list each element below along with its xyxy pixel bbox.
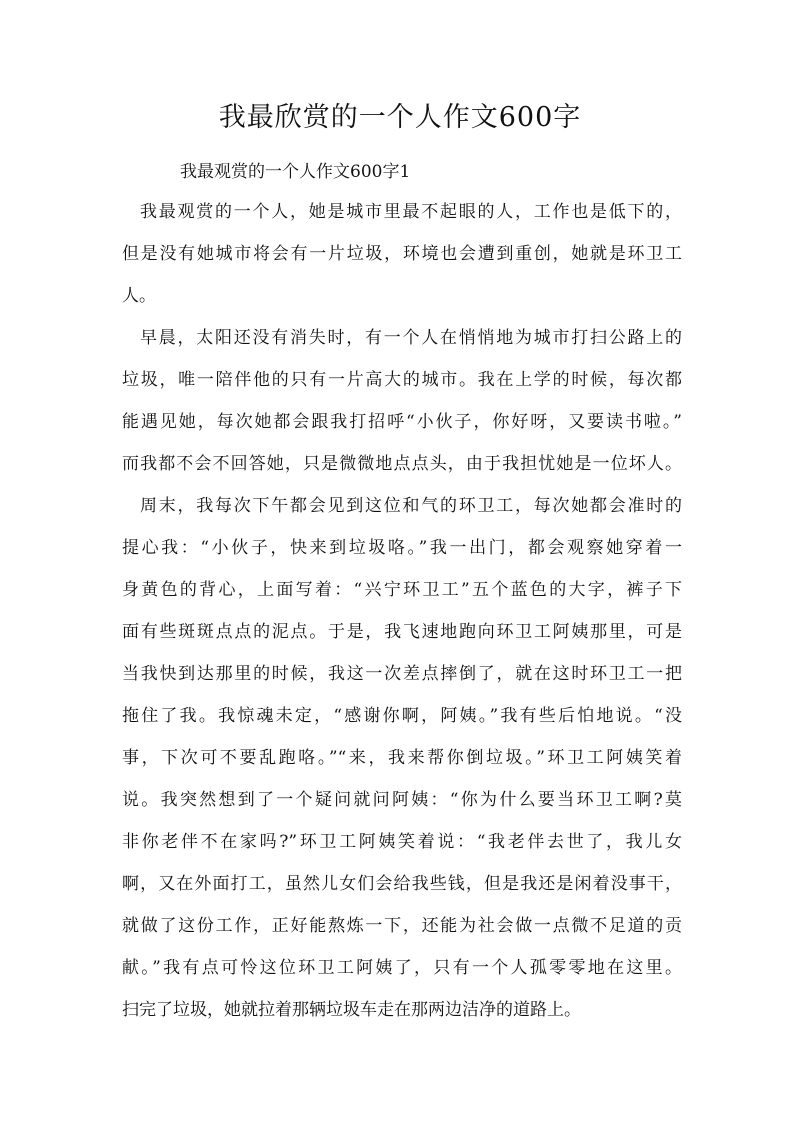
- paragraph-3-line-4: 面有些斑斑点点的泥点。于是，我飞速地跑向环卫工阿姨那里，可是: [122, 622, 682, 642]
- paragraph-2-line-4: 而我都不会不回答她，只是微微地点点头，由于我担忧她是一位坏人。: [122, 454, 682, 474]
- paragraph-3-line-13: 扫完了垃圾，她就拉着那辆垃圾车走在那两边洁净的道路上。: [122, 1000, 581, 1020]
- paragraph-3-line-11: 就做了这份工作，正好能熬炼一下，还能为社会做一点微不足道的贡: [122, 916, 682, 936]
- paragraph-3-line-1: 周末，我每次下午都会见到这位和气的环卫工，每次她都会准时的: [140, 496, 682, 516]
- paragraph-3-line-3: 身黄色的背心，上面写着：“兴宁环卫工”五个蓝色的大字，裤子下: [122, 580, 682, 600]
- paragraph-3-line-8: 说。我突然想到了一个疑问就问阿姨：“你为什么要当环卫工啊?莫: [122, 790, 682, 810]
- paragraph-1-line-3: 人。: [122, 286, 156, 306]
- paragraph-3-line-9: 非你老伴不在家吗?”环卫工阿姨笑着说：“我老伴去世了，我儿女: [122, 832, 682, 852]
- paragraph-1-line-2: 但是没有她城市将会有一片垃圾，环境也会遭到重创，她就是环卫工: [122, 244, 682, 264]
- paragraph-3-line-2: 提心我：“小伙子，快来到垃圾咯。”我一出门，都会观察她穿着一: [122, 538, 682, 558]
- document-title: 我最欣赏的一个人作文600字: [218, 102, 582, 133]
- paragraph-3-line-7: 事，下次可不要乱跑咯。”“来，我来帮你倒垃圾。”环卫工阿姨笑着: [122, 748, 682, 768]
- document-subtitle: 我最观赏的一个人作文600字1: [180, 162, 411, 182]
- paragraph-2-line-3: 能遇见她，每次她都会跟我打招呼“小伙子，你好呀，又要读书啦。”: [122, 412, 682, 432]
- paragraph-3-line-6: 拖住了我。我惊魂未定，“感谢你啊，阿姨。”我有些后怕地说。“没: [122, 706, 682, 726]
- paragraph-3-line-5: 当我快到达那里的时候，我这一次差点摔倒了，就在这时环卫工一把: [122, 664, 682, 684]
- paragraph-2-line-1: 早晨，太阳还没有消失时，有一个人在悄悄地为城市打扫公路上的: [140, 328, 682, 348]
- paragraph-3-line-10: 啊，又在外面打工，虽然儿女们会给我些钱，但是我还是闲着没事干，: [122, 874, 682, 894]
- paragraph-3-line-12: 献。”我有点可怜这位环卫工阿姨了，只有一个人孤零零地在这里。: [122, 958, 682, 978]
- paragraph-2-line-2: 垃圾，唯一陪伴他的只有一片高大的城市。我在上学的时候，每次都: [122, 370, 682, 390]
- paragraph-1-line-1: 我最观赏的一个人，她是城市里最不起眼的人，工作也是低下的，: [140, 202, 682, 222]
